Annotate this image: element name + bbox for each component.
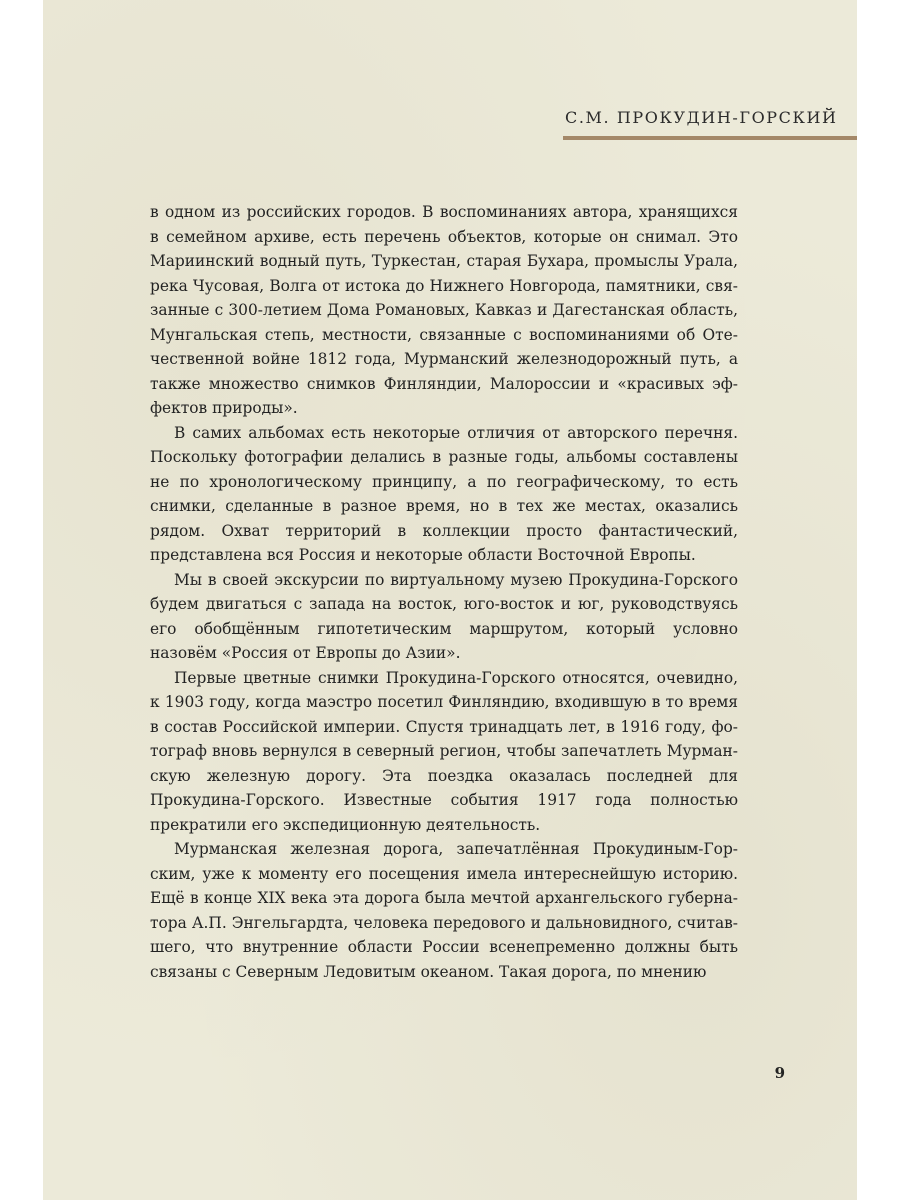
paragraph: Первые цветные снимки Прокудина-Горского относятся, очевидно, к 1903 году, когда маэстро посетил Финляндию, входившую в то время в состав Российской империи. Спустя тринадцать лет, в 1916 году, фотограф вновь вернулся в северный регион, чтобы запечатлеть Мурманскую железную дорогу. Эта поездка оказалась последней для Прокудина-Горского. Известные события 1917 года полностью прекратили его экспедиционную деятельность. [150,668,738,834]
header-rule [563,136,857,140]
paragraph: В самих альбомах есть некоторые отличия от авторского перечня. Поскольку фотографии делались в разные годы, альбомы составлены не по хронологическому принципу, а по географическому, то есть снимки, сделанные в разное время, но в тех же местах, оказались рядом. Охват территорий в коллекции просто фантастический, представлена вся Россия и некоторые области Восточной Европы. [150,423,738,564]
running-head: С.М. ПРОКУДИН-ГОРСКИЙ [565,108,838,127]
body-text [150,200,738,984]
paragraph: в одном из российских городов. В воспоминаниях автора, хранящихся в семейном архиве, есть перечень объектов, которые он снимал. Это Мариинский водный путь, Туркестан, старая Бухара, промыслы Урала, река Чусовая, Волга от истока до Нижнего Новгорода, памятники, связанные с 300-летием Дома Романовых, Кавказ и Дагестанская область, Мунгальская степь, местности, связанные с воспоминаниями об Отечественной войне 1812 года, Мурманский железнодорожный путь, а также множество снимков Финляндии, Малороссии и «красивых эффектов природы». [150,203,738,417]
page-number: 9 [774,1064,785,1082]
paragraph: Мурманская железная дорога, запечатлённая Прокудиным-Горским, уже к моменту его посещения имела интереснейшую историю. Ещё в конце XIX века эта дорога была мечтой архангельского губернатора А.П. Энгельгардта, человека передового и дальновидного, считавшего, что внутренние области России всенепременно должны быть связаны с Северным Ледовитым океаном. Такая дорога, по мнению [150,840,738,981]
paragraph: Мы в своей экскурсии по виртуальному музею Прокудина-Горского будем двигаться с запада на восток, юго-восток и юг, руководствуясь его обобщённым гипотетическим маршрутом, который условно назовём «Россия от Европы до Азии». [150,570,738,662]
book-page [43,0,857,1200]
